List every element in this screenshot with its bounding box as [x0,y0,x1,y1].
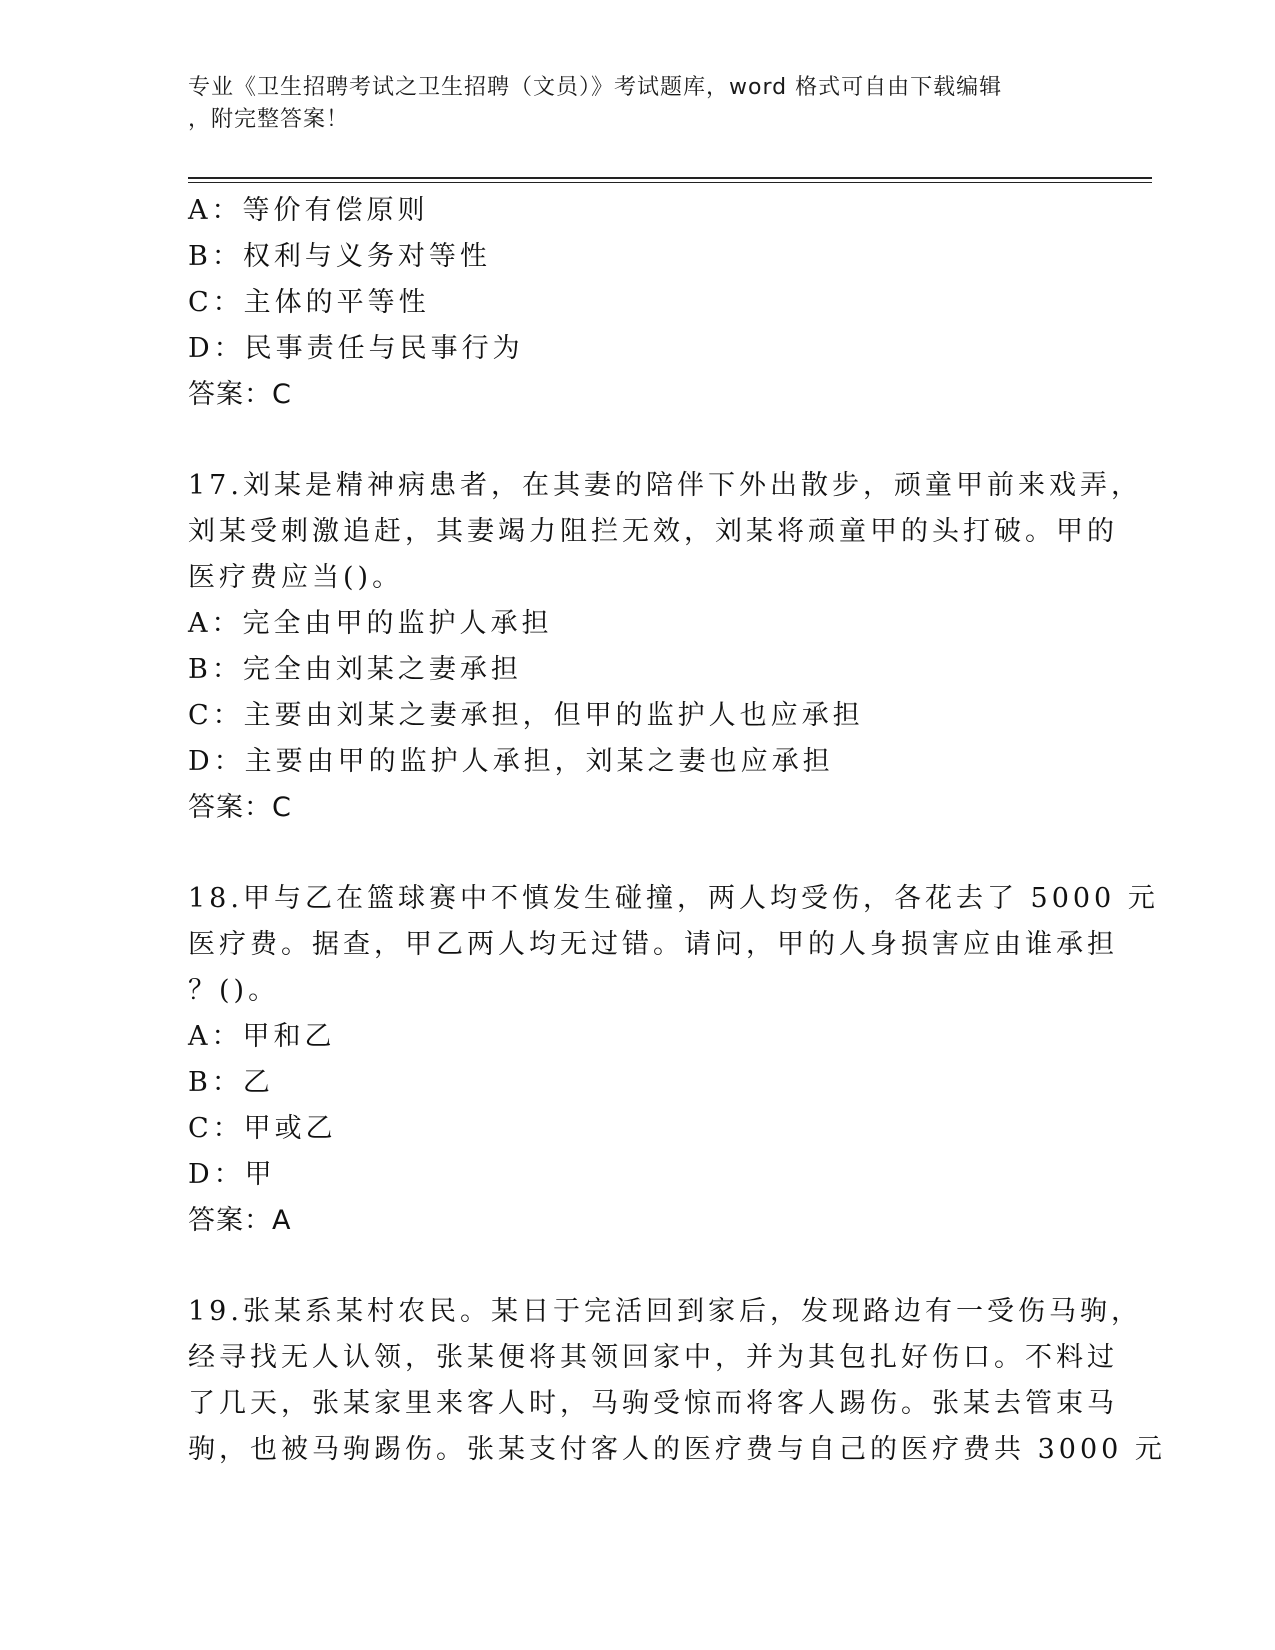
option-c: C：主要由刘某之妻承担，但甲的监护人也应承担 [188,700,864,731]
question-text-line: ？()。 [188,975,280,1006]
option-a: A：完全由甲的监护人承担 [188,608,553,639]
question-17 [188,463,1142,831]
option-d: D：主要由甲的监护人承担，刘某之妻也应承担 [188,746,834,777]
option-a: A：甲和乙 [188,1021,336,1052]
question-text-line: 医疗费应当()。 [188,562,404,593]
answer: 答案：C [188,379,292,410]
option-d: D：甲 [188,1159,276,1190]
question-18 [188,876,1159,1244]
option-c: C：甲或乙 [188,1113,337,1144]
option-d: D：民事责任与民事行为 [188,333,524,364]
question-text-line: 医疗费。据查，甲乙两人均无过错。请问，甲的人身损害应由谁承担 [188,929,1118,960]
header-rule-thick [188,177,1152,179]
question-text-line: 了几天，张某家里来客人时，马驹受惊而将客人踢伤。张某去管束马 [188,1388,1118,1419]
question-16 [188,188,1088,418]
header-line-1: 专业《卫生招聘考试之卫生招聘（文员）》考试题库，word 格式可自由下载编辑 [188,75,1003,100]
question-text-line: 刘某受刺激追赶，其妻竭力阻拦无效，刘某将顽童甲的头打破。甲的 [188,516,1118,547]
option-b: B：权利与义务对等性 [188,241,491,272]
option-a: A：等价有偿原则 [188,195,429,226]
question-content [188,188,1166,1473]
header-rule-thin [188,182,1152,183]
answer: 答案：C [188,792,292,823]
document-header [188,72,1068,136]
question-19 [188,1289,1166,1473]
option-c: C：主体的平等性 [188,287,430,318]
question-text-line: 经寻找无人认领，张某便将其领回家中，并为其包扎好伤口。不料过 [188,1342,1118,1373]
option-b: B：乙 [188,1067,274,1098]
question-text-line: 驹，也被马驹踢伤。张某支付客人的医疗费与自己的医疗费共 3000 元 [188,1434,1166,1465]
option-b: B：完全由刘某之妻承担 [188,654,522,685]
answer: 答案：A [188,1205,292,1236]
question-text-line: 17.刘某是精神病患者，在其妻的陪伴下外出散步，顽童甲前来戏弄， [188,470,1142,501]
header-line-2: ，附完整答案！ [188,107,350,132]
question-text-line: 19.张某系某村农民。某日于完活回到家后，发现路边有一受伤马驹， [188,1296,1142,1327]
question-text-line: 18.甲与乙在篮球赛中不慎发生碰撞，两人均受伤，各花去了 5000 元 [188,883,1159,914]
